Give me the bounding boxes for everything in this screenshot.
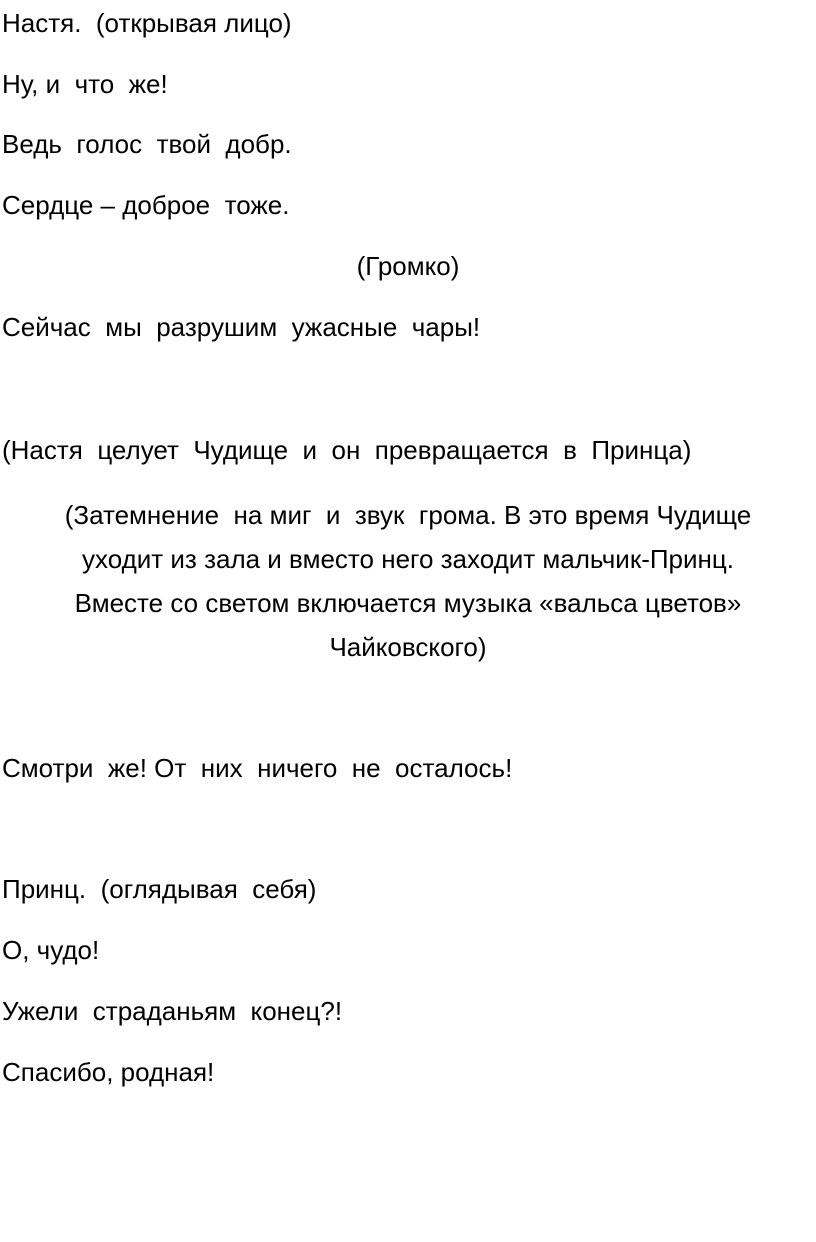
stage-direction-loud: (Громко) (356, 251, 460, 281)
script-line: Ведь голос твой добр. (2, 129, 292, 159)
stage-direction-line: Чайковского) (329, 632, 487, 662)
stage-direction-blackout (0, 493, 816, 669)
stage-direction-line: (Затемнение на миг и звук грома. В это время Чудище (64, 500, 752, 530)
script-line: О, чудо! (2, 935, 100, 965)
script-line: Спасибо, родная! (2, 1057, 215, 1087)
stage-direction-line: уходит из зала и вместо него заходит мальчик-Принц. (81, 544, 734, 574)
script-line: Ужели страданьям конец?! (2, 996, 343, 1026)
stage-direction-line: Вместе со светом включается музыка «вальса цветов» (74, 588, 742, 618)
stage-direction-kiss: (Настя целует Чудище и он превращается в Принца) (2, 435, 692, 465)
script-line: Ну, и что же! (2, 69, 168, 99)
script-line: Сердце – доброе тоже. (2, 190, 290, 220)
script-line-prince-intro: Принц. (оглядывая себя) (2, 874, 317, 904)
script-line: Смотри же! От них ничего не осталось! (2, 753, 513, 783)
script-line: Сейчас мы разрушим ужасные чары! (2, 312, 481, 342)
script-line-nastya-intro: Настя. (открывая лицо) (2, 8, 292, 38)
